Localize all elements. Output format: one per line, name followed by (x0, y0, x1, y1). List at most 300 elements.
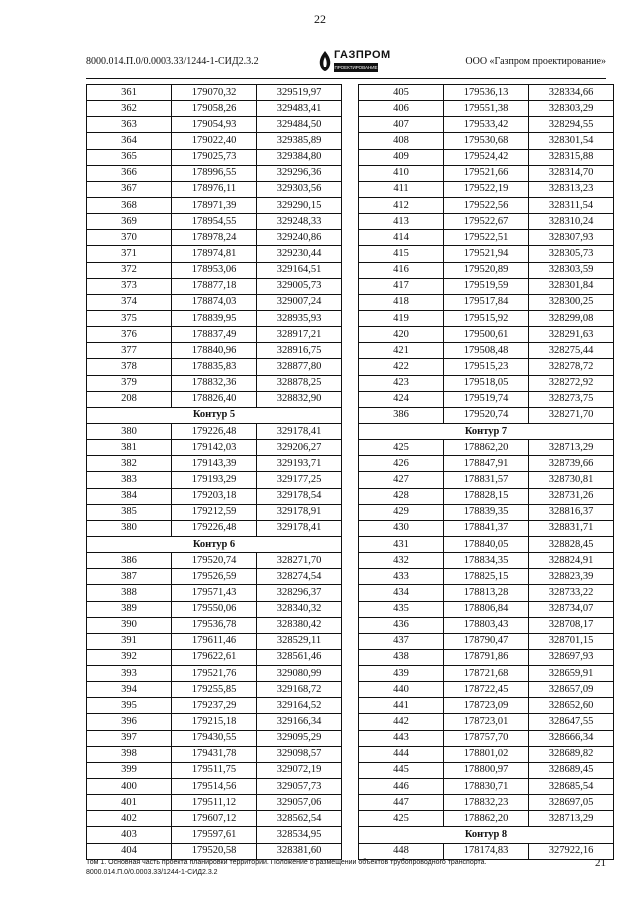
x-coordinate-cell: 179520,74 (172, 553, 257, 569)
x-coordinate-cell: 179203,18 (172, 488, 257, 504)
y-coordinate-cell: 328313,23 (529, 181, 614, 197)
point-number-cell: 414 (359, 230, 444, 246)
y-coordinate-cell: 329166,34 (257, 714, 342, 730)
point-number-cell: 409 (359, 149, 444, 165)
table-row (87, 133, 342, 149)
x-coordinate-cell: 178803,43 (444, 617, 529, 633)
table-row (359, 230, 614, 246)
x-coordinate-cell: 179521,94 (444, 246, 529, 262)
point-number-cell: 445 (359, 762, 444, 778)
table-row (359, 343, 614, 359)
y-coordinate-cell: 329164,52 (257, 698, 342, 714)
point-number-cell: 361 (87, 85, 172, 101)
point-number-cell: 411 (359, 181, 444, 197)
point-number-cell: 448 (359, 843, 444, 859)
point-number-cell: 421 (359, 343, 444, 359)
y-coordinate-cell: 329519,97 (257, 85, 342, 101)
point-number-cell: 433 (359, 569, 444, 585)
y-coordinate-cell: 328273,75 (529, 391, 614, 407)
point-number-cell: 379 (87, 375, 172, 391)
y-coordinate-cell: 328697,93 (529, 649, 614, 665)
flame-icon (318, 50, 332, 72)
table-row (359, 649, 614, 665)
page-header (86, 48, 606, 78)
document-code: 8000.014.П.0/0.0003.33/1244-1-СИД2.3.2 (86, 56, 259, 67)
x-coordinate-cell: 178790,47 (444, 633, 529, 649)
y-coordinate-cell: 328831,71 (529, 520, 614, 536)
point-number-cell: 428 (359, 488, 444, 504)
point-number-cell: 407 (359, 117, 444, 133)
table-row (87, 423, 342, 439)
table-row (359, 407, 614, 423)
y-coordinate-cell: 328701,15 (529, 633, 614, 649)
y-coordinate-cell: 329164,51 (257, 262, 342, 278)
point-number-cell: 434 (359, 585, 444, 601)
y-coordinate-cell: 328828,45 (529, 536, 614, 552)
x-coordinate-cell: 178874,03 (172, 294, 257, 310)
table-row (87, 633, 342, 649)
point-number-cell: 406 (359, 101, 444, 117)
point-number-cell: 394 (87, 682, 172, 698)
x-coordinate-cell: 179142,03 (172, 440, 257, 456)
table-row (87, 456, 342, 472)
table-row (359, 149, 614, 165)
y-coordinate-cell: 328816,37 (529, 504, 614, 520)
table-row (359, 795, 614, 811)
point-number-cell: 426 (359, 456, 444, 472)
y-coordinate-cell: 328708,17 (529, 617, 614, 633)
y-coordinate-cell: 329178,91 (257, 504, 342, 520)
x-coordinate-cell: 178839,35 (444, 504, 529, 520)
table-row (87, 569, 342, 585)
point-number-cell: 370 (87, 230, 172, 246)
y-coordinate-cell: 328666,34 (529, 730, 614, 746)
point-number-cell: 393 (87, 666, 172, 682)
y-coordinate-cell: 329080,99 (257, 666, 342, 682)
y-coordinate-cell: 328272,92 (529, 375, 614, 391)
point-number-cell: 431 (359, 536, 444, 552)
logo-text: ГАЗПРОМ (334, 49, 391, 61)
y-coordinate-cell: 329178,54 (257, 488, 342, 504)
footer-page-number: 21 (595, 857, 606, 869)
point-number-cell: 386 (359, 407, 444, 423)
y-coordinate-cell: 328381,60 (257, 843, 342, 859)
point-number-cell: 401 (87, 795, 172, 811)
point-number-cell: 367 (87, 181, 172, 197)
table-row (87, 294, 342, 310)
point-number-cell: 443 (359, 730, 444, 746)
y-coordinate-cell: 328739,66 (529, 456, 614, 472)
point-number-cell: 425 (359, 440, 444, 456)
table-row (87, 101, 342, 117)
y-coordinate-cell: 329193,71 (257, 456, 342, 472)
x-coordinate-cell: 179025,73 (172, 149, 257, 165)
point-number-cell: 410 (359, 165, 444, 181)
y-coordinate-cell: 328647,55 (529, 714, 614, 730)
y-coordinate-cell: 328832,90 (257, 391, 342, 407)
table-row (359, 520, 614, 536)
table-row (359, 488, 614, 504)
x-coordinate-cell: 178722,45 (444, 682, 529, 698)
x-coordinate-cell: 179514,56 (172, 779, 257, 795)
y-coordinate-cell: 328878,25 (257, 375, 342, 391)
table-row (359, 569, 614, 585)
point-number-cell: 385 (87, 504, 172, 520)
table-row (87, 553, 342, 569)
page-footer (86, 858, 606, 878)
point-number-cell: 362 (87, 101, 172, 117)
x-coordinate-cell: 179517,84 (444, 294, 529, 310)
y-coordinate-cell: 328334,66 (529, 85, 614, 101)
table-row (87, 795, 342, 811)
x-coordinate-cell: 179551,38 (444, 101, 529, 117)
table-row (87, 779, 342, 795)
table-row (359, 440, 614, 456)
logo-subtext: ПРОЕКТИРОВАНИЕ (334, 65, 378, 70)
y-coordinate-cell: 328300,25 (529, 294, 614, 310)
x-coordinate-cell: 179522,56 (444, 197, 529, 213)
table-row (87, 375, 342, 391)
y-coordinate-cell: 328311,54 (529, 197, 614, 213)
point-number-cell: 376 (87, 327, 172, 343)
table-row (87, 714, 342, 730)
x-coordinate-cell: 178800,97 (444, 762, 529, 778)
x-coordinate-cell: 178862,20 (444, 811, 529, 827)
point-number-cell: 436 (359, 617, 444, 633)
point-number-cell: 417 (359, 278, 444, 294)
x-coordinate-cell: 179511,75 (172, 762, 257, 778)
table-row (87, 682, 342, 698)
table-row (87, 827, 342, 843)
table-row (359, 101, 614, 117)
table-row (87, 649, 342, 665)
table-row (359, 504, 614, 520)
table-row (359, 294, 614, 310)
table-row (87, 327, 342, 343)
x-coordinate-cell: 179520,58 (172, 843, 257, 859)
table-row (359, 601, 614, 617)
point-number-cell: 408 (359, 133, 444, 149)
y-coordinate-cell: 328877,80 (257, 359, 342, 375)
y-coordinate-cell: 329230,44 (257, 246, 342, 262)
y-coordinate-cell: 328659,91 (529, 666, 614, 682)
y-coordinate-cell: 329007,24 (257, 294, 342, 310)
point-number-cell: 438 (359, 649, 444, 665)
table-row (87, 698, 342, 714)
x-coordinate-cell: 179226,48 (172, 520, 257, 536)
point-number-cell: 364 (87, 133, 172, 149)
table-row (359, 666, 614, 682)
x-coordinate-cell: 178813,28 (444, 585, 529, 601)
point-number-cell: 363 (87, 117, 172, 133)
x-coordinate-cell: 178825,15 (444, 569, 529, 585)
table-row (87, 391, 342, 407)
point-number-cell: 395 (87, 698, 172, 714)
point-number-cell: 420 (359, 327, 444, 343)
contour-label: Контур 7 (359, 423, 614, 439)
x-coordinate-cell: 178837,49 (172, 327, 257, 343)
x-coordinate-cell: 178174,83 (444, 843, 529, 859)
x-coordinate-cell: 179143,39 (172, 456, 257, 472)
point-number-cell: 391 (87, 633, 172, 649)
y-coordinate-cell: 329098,57 (257, 746, 342, 762)
point-number-cell: 415 (359, 246, 444, 262)
table-row (359, 133, 614, 149)
table-row (87, 197, 342, 213)
point-number-cell: 378 (87, 359, 172, 375)
x-coordinate-cell: 179519,59 (444, 278, 529, 294)
x-coordinate-cell: 179522,51 (444, 230, 529, 246)
table-row (87, 440, 342, 456)
y-coordinate-cell: 328935,93 (257, 310, 342, 326)
point-number-cell: 390 (87, 617, 172, 633)
y-coordinate-cell: 328916,75 (257, 343, 342, 359)
y-coordinate-cell: 329384,80 (257, 149, 342, 165)
y-coordinate-cell: 328310,24 (529, 214, 614, 230)
table-row (359, 730, 614, 746)
y-coordinate-cell: 328917,21 (257, 327, 342, 343)
point-number-cell: 381 (87, 440, 172, 456)
point-number-cell: 365 (87, 149, 172, 165)
y-coordinate-cell: 328733,22 (529, 585, 614, 601)
table-row (87, 149, 342, 165)
x-coordinate-cell: 179255,85 (172, 682, 257, 698)
table-row (359, 85, 614, 101)
coordinates-table-left (86, 84, 342, 860)
y-coordinate-cell: 328824,91 (529, 553, 614, 569)
x-coordinate-cell: 179607,12 (172, 811, 257, 827)
y-coordinate-cell: 328301,84 (529, 278, 614, 294)
point-number-cell: 398 (87, 746, 172, 762)
table-row (359, 181, 614, 197)
table-row (359, 762, 614, 778)
y-coordinate-cell: 328685,54 (529, 779, 614, 795)
y-coordinate-cell: 328275,44 (529, 343, 614, 359)
y-coordinate-cell: 329206,27 (257, 440, 342, 456)
y-coordinate-cell: 329057,06 (257, 795, 342, 811)
contour-header-row (87, 536, 342, 552)
x-coordinate-cell: 178806,84 (444, 601, 529, 617)
table-row (359, 327, 614, 343)
point-number-cell: 373 (87, 278, 172, 294)
x-coordinate-cell: 178834,35 (444, 553, 529, 569)
table-row (359, 633, 614, 649)
y-coordinate-cell: 328689,45 (529, 762, 614, 778)
y-coordinate-cell: 329483,41 (257, 101, 342, 117)
x-coordinate-cell: 179215,18 (172, 714, 257, 730)
point-number-cell: 388 (87, 585, 172, 601)
y-coordinate-cell: 329484,50 (257, 117, 342, 133)
point-number-cell: 425 (359, 811, 444, 827)
table-row (359, 698, 614, 714)
x-coordinate-cell: 179515,23 (444, 359, 529, 375)
y-coordinate-cell: 328314,70 (529, 165, 614, 181)
table-row (87, 666, 342, 682)
x-coordinate-cell: 178831,57 (444, 472, 529, 488)
x-coordinate-cell: 179022,40 (172, 133, 257, 149)
point-number-cell: 368 (87, 197, 172, 213)
table-row (87, 262, 342, 278)
x-coordinate-cell: 179237,29 (172, 698, 257, 714)
x-coordinate-cell: 178835,83 (172, 359, 257, 375)
table-row (87, 488, 342, 504)
y-coordinate-cell: 328734,07 (529, 601, 614, 617)
x-coordinate-cell: 179515,92 (444, 310, 529, 326)
table-row (87, 811, 342, 827)
contour-label: Контур 5 (87, 407, 342, 423)
x-coordinate-cell: 179070,32 (172, 85, 257, 101)
point-number-cell: 400 (87, 779, 172, 795)
table-row (87, 472, 342, 488)
table-row (87, 746, 342, 762)
x-coordinate-cell: 179536,13 (444, 85, 529, 101)
y-coordinate-cell: 328307,93 (529, 230, 614, 246)
y-coordinate-cell: 327922,16 (529, 843, 614, 859)
table-row (87, 359, 342, 375)
table-row (87, 343, 342, 359)
footer-doc-code: 8000.014.П.0/0.0003.33/1244-1-СИД2.3.2 (86, 869, 218, 876)
point-number-cell: 383 (87, 472, 172, 488)
table-row (359, 262, 614, 278)
x-coordinate-cell: 178877,18 (172, 278, 257, 294)
point-number-cell: 208 (87, 391, 172, 407)
y-coordinate-cell: 329385,89 (257, 133, 342, 149)
x-coordinate-cell: 179431,78 (172, 746, 257, 762)
y-coordinate-cell: 329177,25 (257, 472, 342, 488)
x-coordinate-cell: 178862,20 (444, 440, 529, 456)
point-number-cell: 366 (87, 165, 172, 181)
table-row (87, 117, 342, 133)
point-number-cell: 447 (359, 795, 444, 811)
point-number-cell: 432 (359, 553, 444, 569)
x-coordinate-cell: 178832,36 (172, 375, 257, 391)
y-coordinate-cell: 328529,11 (257, 633, 342, 649)
table-row (87, 730, 342, 746)
x-coordinate-cell: 178723,01 (444, 714, 529, 730)
table-row (359, 811, 614, 827)
x-coordinate-cell: 179571,43 (172, 585, 257, 601)
y-coordinate-cell: 328697,05 (529, 795, 614, 811)
y-coordinate-cell: 329296,36 (257, 165, 342, 181)
x-coordinate-cell: 179530,68 (444, 133, 529, 149)
point-number-cell: 392 (87, 649, 172, 665)
point-number-cell: 387 (87, 569, 172, 585)
table-row (87, 246, 342, 262)
y-coordinate-cell: 329178,41 (257, 520, 342, 536)
table-row (359, 165, 614, 181)
y-coordinate-cell: 328294,55 (529, 117, 614, 133)
table-row (359, 714, 614, 730)
table-row (359, 779, 614, 795)
point-number-cell: 439 (359, 666, 444, 682)
point-number-cell: 430 (359, 520, 444, 536)
table-row (359, 214, 614, 230)
point-number-cell: 405 (359, 85, 444, 101)
top-page-number: 22 (314, 12, 326, 26)
table-row (87, 762, 342, 778)
point-number-cell: 380 (87, 423, 172, 439)
contour-label: Контур 6 (87, 536, 342, 552)
table-row (359, 278, 614, 294)
x-coordinate-cell: 179597,61 (172, 827, 257, 843)
x-coordinate-cell: 179519,74 (444, 391, 529, 407)
point-number-cell: 402 (87, 811, 172, 827)
y-coordinate-cell: 328731,26 (529, 488, 614, 504)
point-number-cell: 389 (87, 601, 172, 617)
point-number-cell: 371 (87, 246, 172, 262)
point-number-cell: 437 (359, 633, 444, 649)
x-coordinate-cell: 179212,59 (172, 504, 257, 520)
x-coordinate-cell: 179226,48 (172, 423, 257, 439)
contour-header-row (87, 407, 342, 423)
table-row (359, 843, 614, 859)
table-row (359, 359, 614, 375)
x-coordinate-cell: 178826,40 (172, 391, 257, 407)
point-number-cell: 403 (87, 827, 172, 843)
y-coordinate-cell: 328689,82 (529, 746, 614, 762)
table-row (87, 181, 342, 197)
point-number-cell: 404 (87, 843, 172, 859)
table-row (359, 617, 614, 633)
point-number-cell: 396 (87, 714, 172, 730)
point-number-cell: 435 (359, 601, 444, 617)
gazprom-logo (318, 48, 391, 76)
y-coordinate-cell: 328303,29 (529, 101, 614, 117)
point-number-cell: 380 (87, 520, 172, 536)
point-number-cell: 412 (359, 197, 444, 213)
table-row (359, 246, 614, 262)
x-coordinate-cell: 179500,61 (444, 327, 529, 343)
point-number-cell: 372 (87, 262, 172, 278)
x-coordinate-cell: 178840,05 (444, 536, 529, 552)
table-row (87, 165, 342, 181)
table-row (87, 310, 342, 326)
point-number-cell: 442 (359, 714, 444, 730)
table-row (359, 117, 614, 133)
table-row (359, 456, 614, 472)
x-coordinate-cell: 179508,48 (444, 343, 529, 359)
y-coordinate-cell: 328315,88 (529, 149, 614, 165)
table-row (87, 278, 342, 294)
x-coordinate-cell: 178757,70 (444, 730, 529, 746)
contour-label: Контур 8 (359, 827, 614, 843)
point-number-cell: 418 (359, 294, 444, 310)
table-row (359, 197, 614, 213)
y-coordinate-cell: 328562,54 (257, 811, 342, 827)
x-coordinate-cell: 178840,96 (172, 343, 257, 359)
contour-header-row (359, 827, 614, 843)
y-coordinate-cell: 328291,63 (529, 327, 614, 343)
x-coordinate-cell: 179520,89 (444, 262, 529, 278)
table-row (359, 391, 614, 407)
header-divider (86, 78, 606, 79)
x-coordinate-cell: 178954,55 (172, 214, 257, 230)
y-coordinate-cell: 328301,54 (529, 133, 614, 149)
table-row (87, 520, 342, 536)
x-coordinate-cell: 179522,19 (444, 181, 529, 197)
y-coordinate-cell: 328299,08 (529, 310, 614, 326)
y-coordinate-cell: 329168,72 (257, 682, 342, 698)
point-number-cell: 444 (359, 746, 444, 762)
y-coordinate-cell: 328278,72 (529, 359, 614, 375)
organization-name: ООО «Газпром проектирование» (465, 56, 606, 67)
table-row (359, 746, 614, 762)
table-row (87, 504, 342, 520)
x-coordinate-cell: 178974,81 (172, 246, 257, 262)
y-coordinate-cell: 329005,73 (257, 278, 342, 294)
point-number-cell: 440 (359, 682, 444, 698)
x-coordinate-cell: 178830,71 (444, 779, 529, 795)
